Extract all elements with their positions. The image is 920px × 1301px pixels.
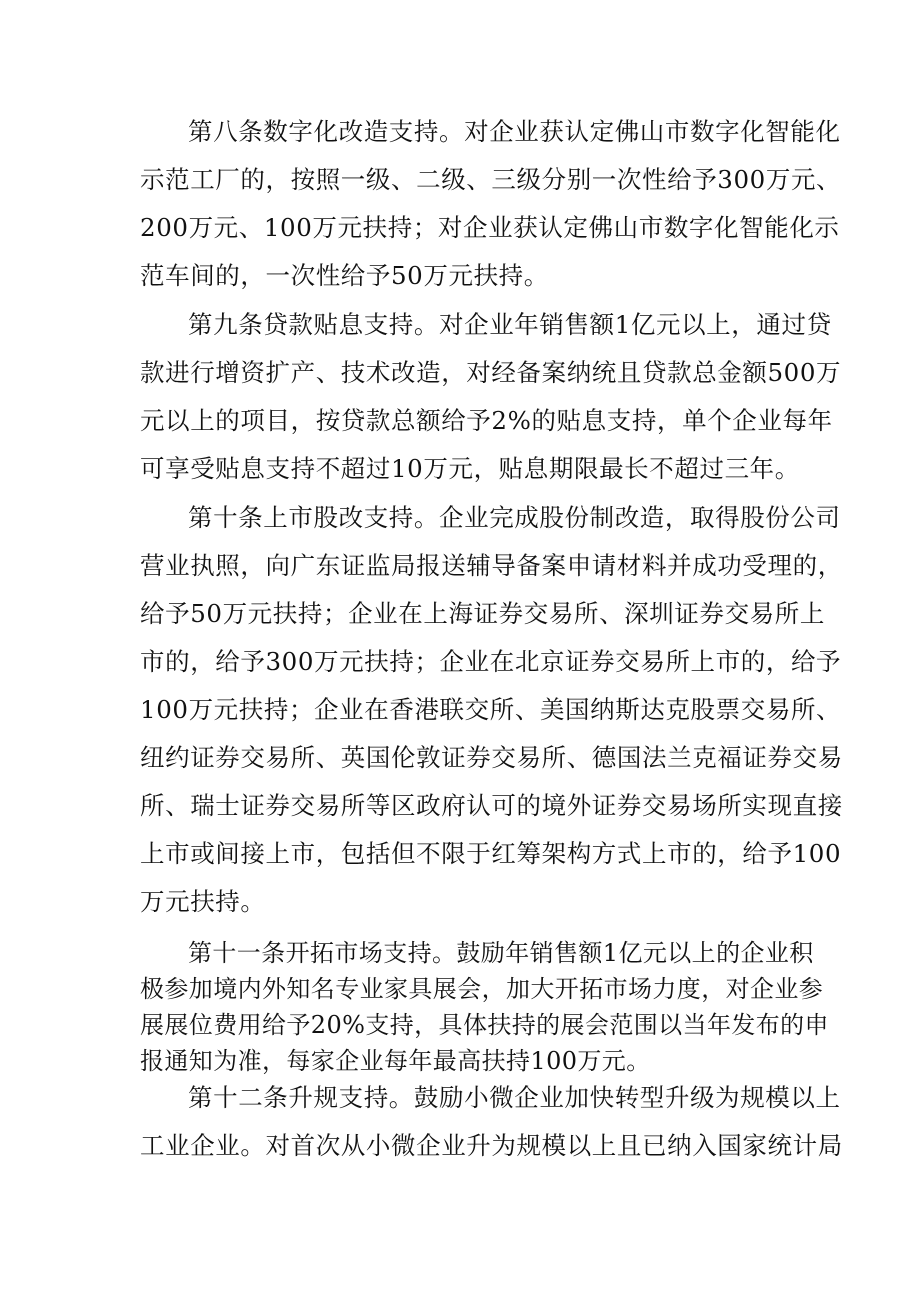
article-9-line-2: 款进行增资扩产、技术改造，对经备案纳统且贷款总金额500万	[140, 358, 842, 387]
article-8-line-1: 第八条数字化改造支持。对企业获认定佛山市数字化智能化	[188, 117, 841, 146]
article-8-line-2: 示范工厂的，按照一级、二级、三级分别一次性给予300万元、	[140, 165, 842, 194]
article-11-line-1: 第十一条开拓市场支持。鼓励年销售额1亿元以上的企业积	[188, 939, 814, 967]
article-10-line-1: 第十条上市股改支持。企业完成股份制改造，取得股份公司	[188, 503, 841, 532]
article-9-line-4: 可享受贴息支持不超过10万元，贴息期限最长不超过三年。	[140, 454, 800, 483]
article-9-line-1: 第九条贷款贴息支持。对企业年销售额1亿元以上，通过贷	[188, 310, 832, 339]
article-11-line-4: 报通知为准，每家企业每年最高扶持100万元。	[140, 1047, 651, 1075]
article-10-line-8: 上市或间接上市，包括但不限于红筹架构方式上市的，给予100	[140, 839, 842, 868]
article-10-line-2: 营业执照，向广东证监局报送辅导备案申请材料并成功受理的，	[140, 551, 843, 580]
article-10-line-6: 纽约证券交易所、英国伦敦证券交易所、德国法兰克福证券交易	[140, 743, 843, 772]
article-8-line-3: 200万元、100万元扶持；对企业获认定佛山市数字化智能化示	[140, 213, 840, 242]
article-10-line-4: 市的，给予300万元扶持；企业在北京证券交易所上市的，给予	[140, 647, 842, 676]
article-11-line-3: 展展位费用给予20%支持，具体扶持的展会范围以当年发布的申	[140, 1011, 829, 1039]
article-8-line-4: 范车间的，一次性给予50万元扶持。	[140, 261, 549, 290]
article-11-line-2: 极参加境内外知名专业家具展会，加大开拓市场力度，对企业参	[140, 975, 824, 1003]
article-10-line-7: 所、瑞士证券交易所等区政府认可的境外证券交易场所实现直接	[140, 791, 843, 820]
article-12-line-2: 工业企业。对首次从小微企业升为规模以上且已纳入国家统计局	[140, 1131, 843, 1160]
article-9-line-3: 元以上的项目，按贷款总额给予2%的贴息支持，单个企业每年	[140, 406, 833, 435]
article-10-line-5: 100万元扶持；企业在香港联交所、美国纳斯达克股票交易所、	[140, 695, 842, 724]
article-10-line-9: 万元扶持。	[140, 887, 266, 916]
article-12-line-1: 第十二条升规支持。鼓励小微企业加快转型升级为规模以上	[188, 1083, 841, 1112]
article-10-line-3: 给予50万元扶持；企业在上海证券交易所、深圳证券交易所上	[140, 599, 825, 628]
